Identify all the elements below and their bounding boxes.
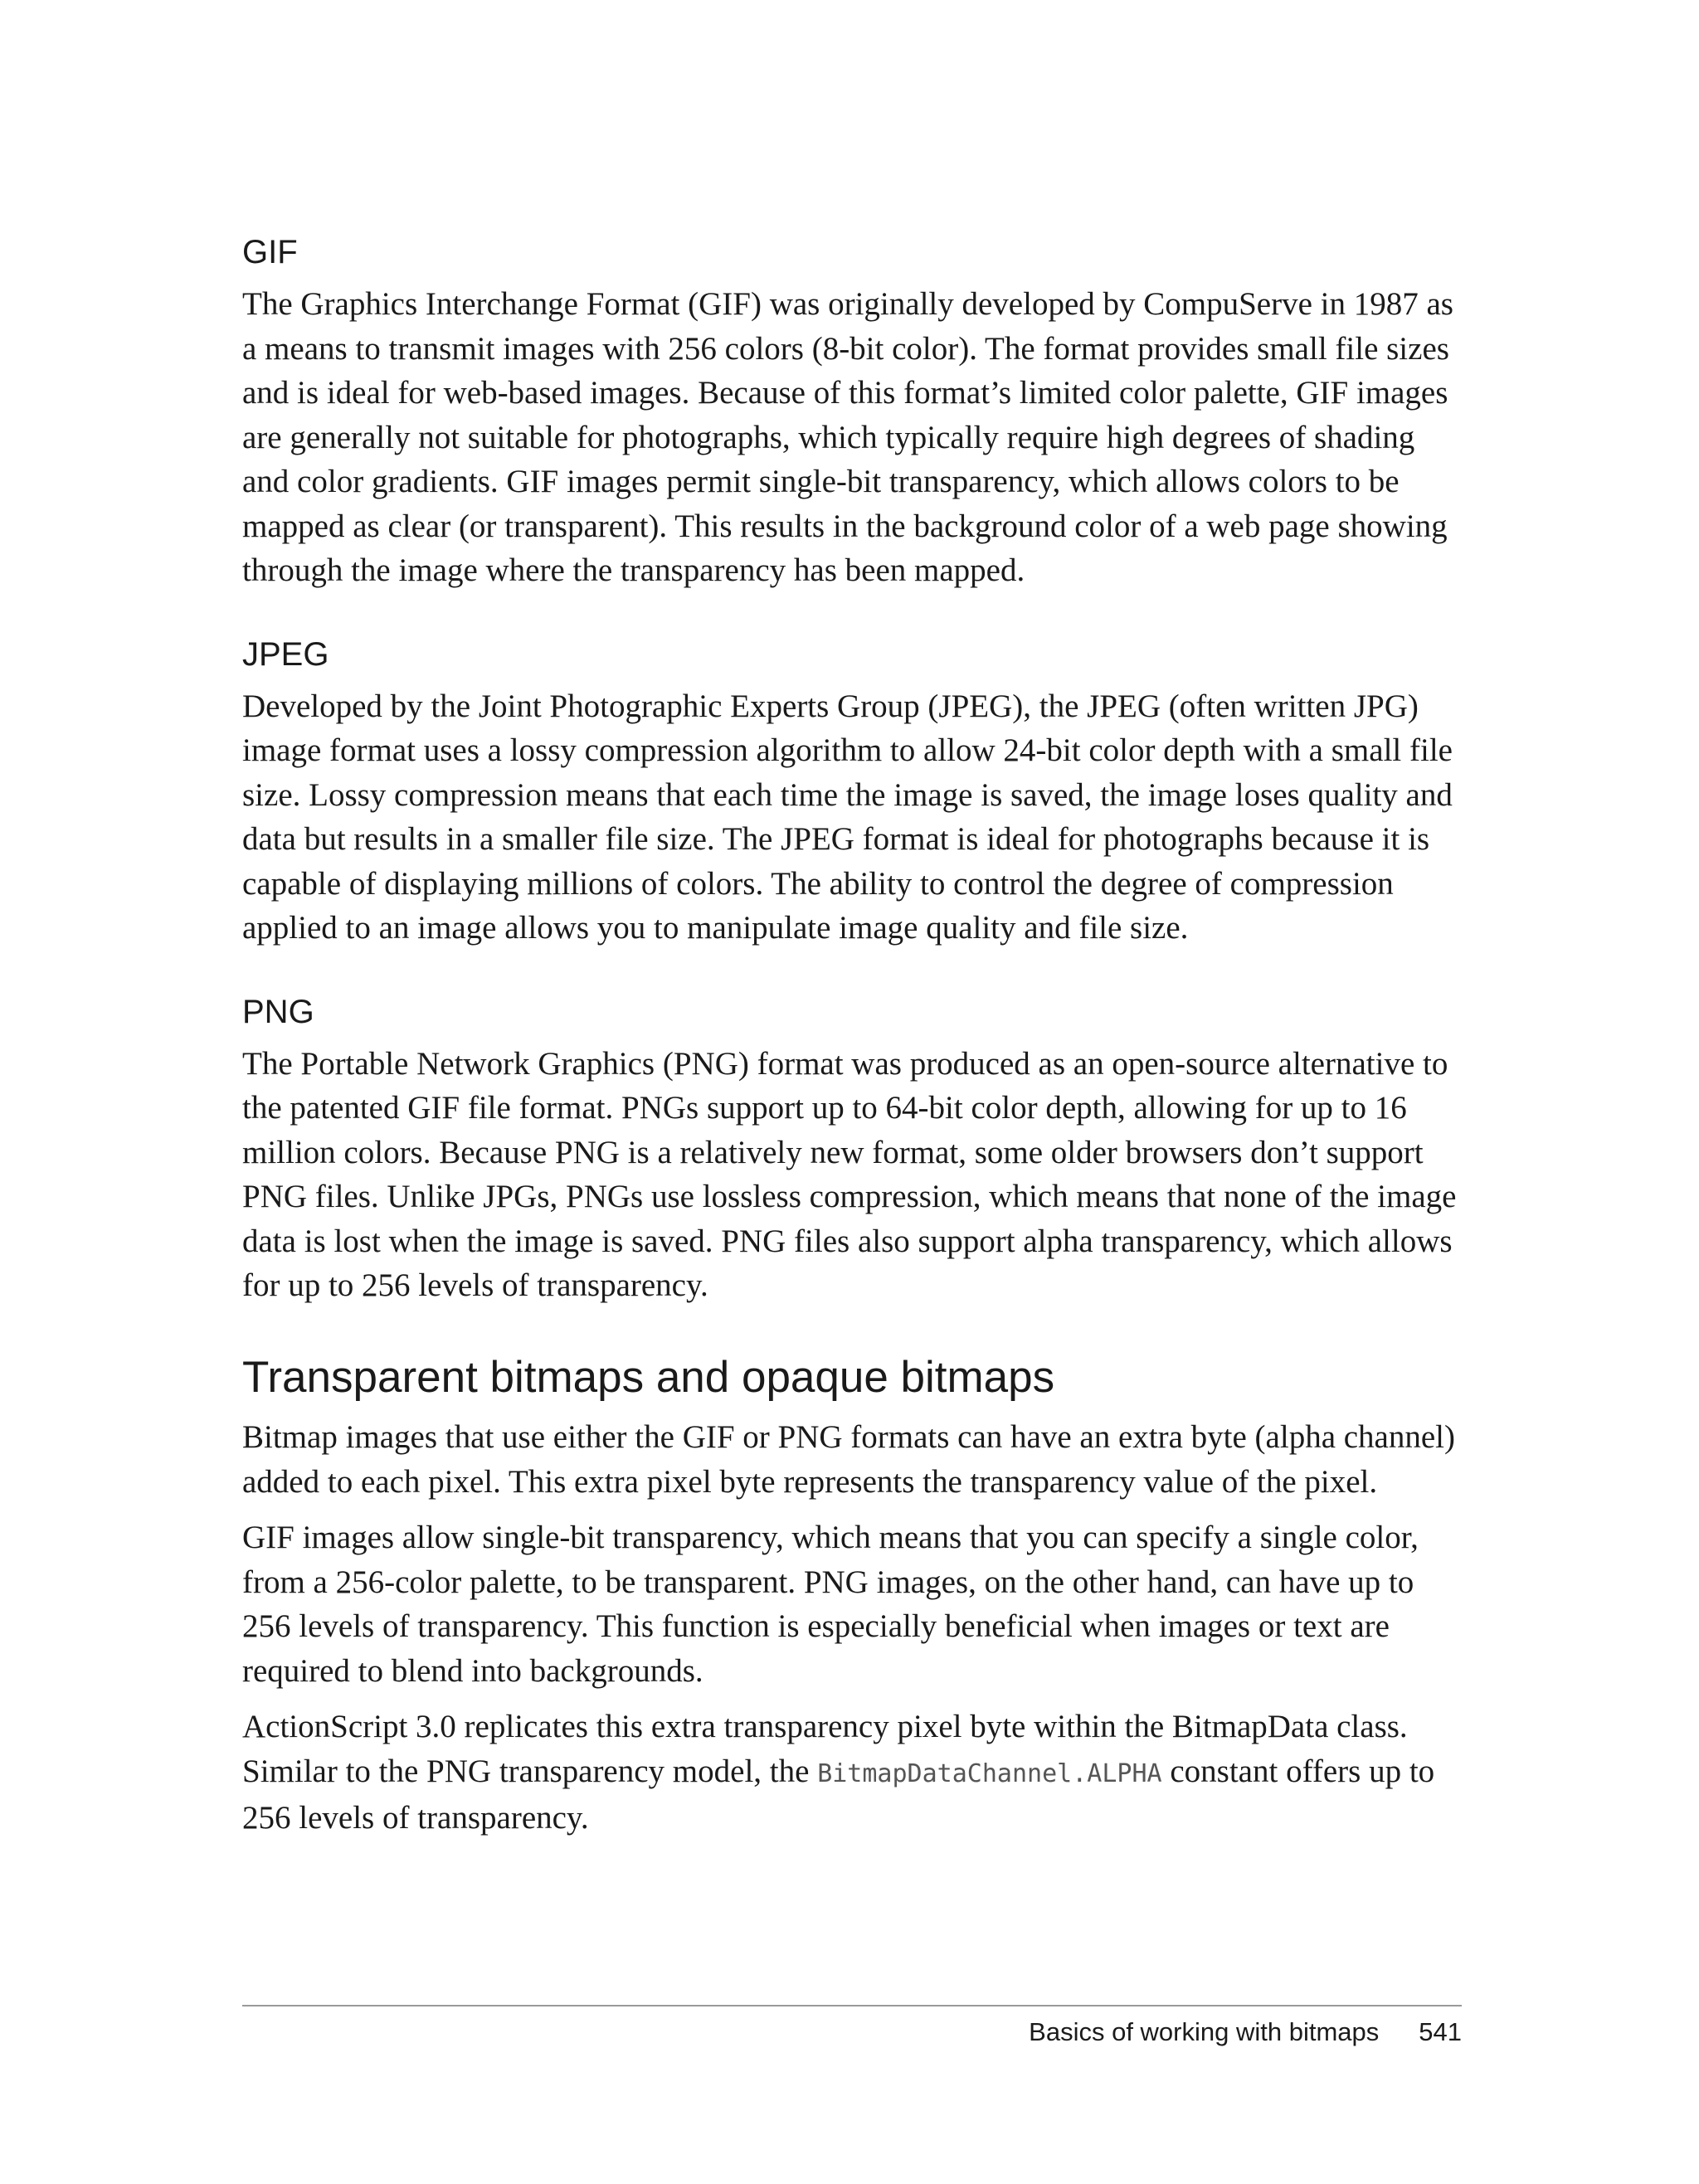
inline-code-bitmapdatachannel-alpha: BitmapDataChannel.ALPHA: [817, 1758, 1162, 1788]
page-footer: [242, 2017, 1462, 2047]
section-body-png: The Portable Network Graphics (PNG) format was produced as an open-source alternative to the patented GIF file format. PNGs support up to 64-bit color depth, allowing for up to 16 million colors. Because PNG is a relatively new format, some older browsers don’t support PNG files. Unlike JPGs, PNGs use lossless compression, which means that none of the image data is lost when the image is saved. PNG files also support alpha transparency, which allows for up to 256 levels of transparency.: [242, 1045, 1457, 1303]
section-png: [242, 992, 1462, 1308]
page-number: 541: [1419, 2017, 1462, 2046]
section-heading-transparent-bitmaps: Transparent bitmaps and opaque bitmaps: [242, 1352, 1055, 1402]
paragraph-text-before-code: ActionScript 3.0 replicates this extra transparency pixel byte within the BitmapData class. Similar to the PNG transparency model, the: [242, 1709, 1408, 1789]
section-body-jpeg: Developed by the Joint Photographic Experts Group (JPEG), the JPEG (often written JPG) image format uses a lossy compression algorithm to allow 24-bit color depth with a small file size. Lossy compression means that each time the image is saved, the image loses quality and data but results in a smaller file size. The JPEG format is ideal for photographs because it is capable of displaying millions of colors. The ability to control the degree of compression applied to an image allows you to manipulate image quality and file size.: [242, 688, 1453, 946]
section-heading-jpeg: JPEG: [242, 635, 329, 673]
section-body-gif: The Graphics Interchange Format (GIF) was originally developed by CompuServe in 1987 as a means to transmit images with 256 colors (8-bit color). The format provides small file sizes and is ideal for web-based images. Because of this format’s limited color palette, GIF images are generally not suitable for photographs, which typically require high degrees of shading and color gradients. GIF images permit single-bit transparency, which allows colors to be mapped as clear (or transparent). This results in the background color of a web page showing through the image where the transparency has been mapped.: [242, 286, 1453, 588]
paragraph-text-after-code: constant offers up to 256 levels of transparency.: [242, 1753, 1435, 1836]
section-heading-png: PNG: [242, 993, 314, 1030]
section-heading-gif: GIF: [242, 234, 298, 270]
section-gif: [242, 232, 1462, 593]
footer-chapter-title: Basics of working with bitmaps: [1029, 2017, 1380, 2046]
transparent-paragraph-2: GIF images allow single-bit transparency, which means that you can specify a single color, from a 256-color palette, to be transparent. PNG images, on the other hand, can have up to 256 levels of transparency. This function is especially beneficial when images or text are required to blend into backgrounds.: [242, 1520, 1419, 1689]
page-content: [242, 232, 1462, 1841]
footer-divider: [242, 2005, 1462, 2006]
transparent-paragraph-1: Bitmap images that use either the GIF or PNG formats can have an extra byte (alpha channel) added to each pixel. This extra pixel byte represents the transparency value of the pixel.: [242, 1419, 1456, 1500]
transparent-paragraph-3: [242, 1705, 1462, 1841]
section-jpeg: [242, 635, 1462, 951]
